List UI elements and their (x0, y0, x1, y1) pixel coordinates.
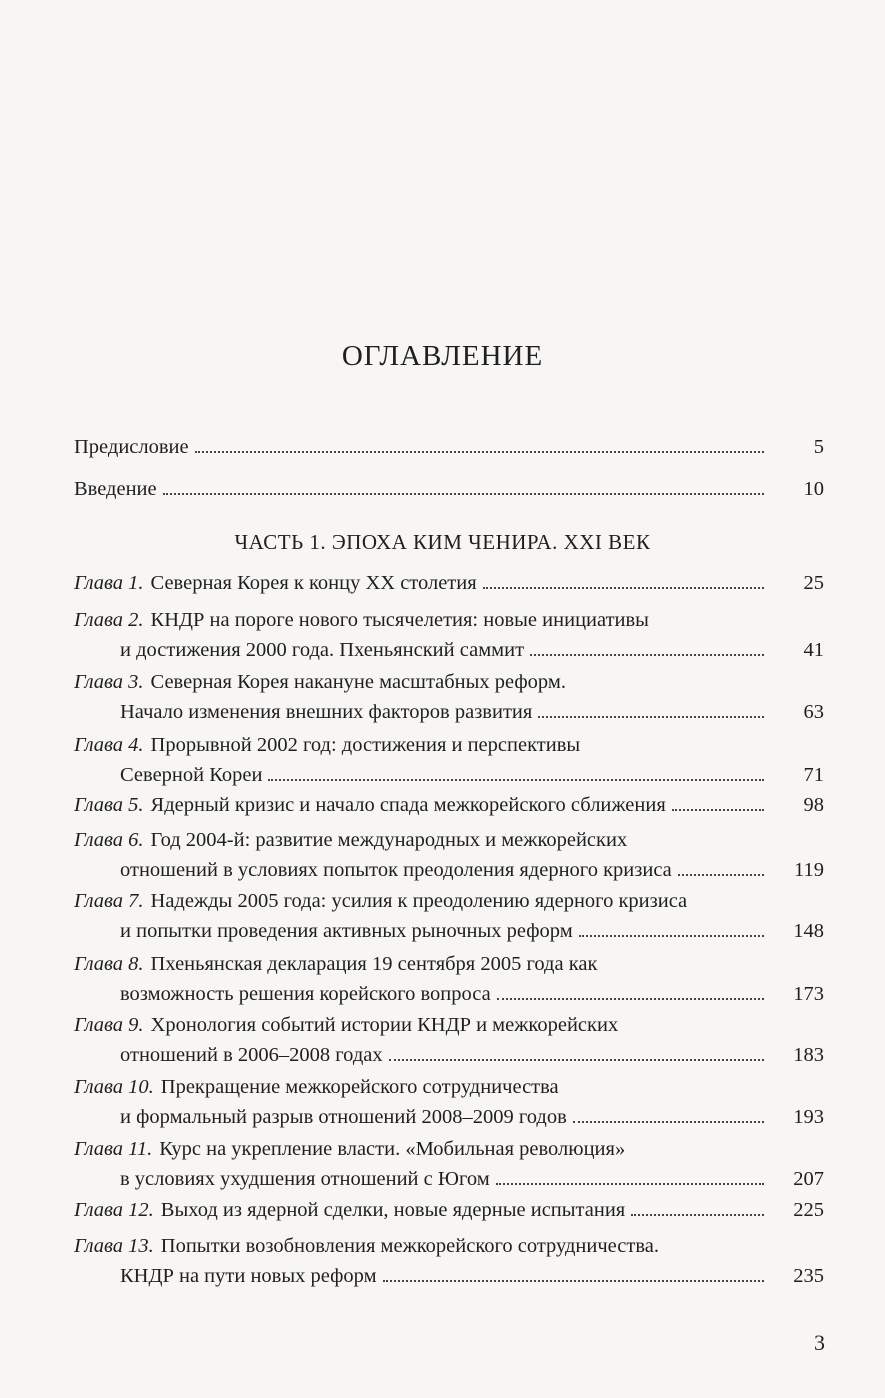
chapter-title: Год 2004-й: развитие международных и межкорейских (150, 829, 628, 851)
part-heading: ЧАСТЬ 1. ЭПОХА КИМ ЧЕНИРА. XXI ВЕК (234, 530, 651, 554)
chapter-label: Глава 11. (74, 1138, 153, 1160)
entry-title: Предисловие (74, 436, 189, 458)
page-number: 5 (813, 436, 824, 458)
page-number: 71 (803, 764, 824, 786)
dot-leader (530, 654, 764, 656)
page-number: 148 (793, 920, 824, 942)
toc-entry-preface (74, 432, 824, 462)
chapter-title: Прекращение межкорейского сотрудничества (160, 1076, 559, 1098)
dot-leader (579, 935, 764, 937)
toc-entry-chapter (74, 1195, 824, 1225)
chapter-title-continued: и попытки проведения активных рыночных реформ (120, 920, 573, 942)
page-number: 10 (803, 478, 824, 500)
chapter-title-continued: отношений в условиях попыток преодоления ядерного кризиса (120, 859, 672, 881)
dot-leader (538, 716, 764, 718)
chapter-title-continued: Начало изменения внешних факторов развития (120, 701, 533, 723)
dot-leader (389, 1059, 764, 1061)
dot-leader (672, 809, 764, 811)
chapter-label: Глава 12. (74, 1199, 154, 1221)
chapter-label: Глава 5. (74, 794, 144, 816)
dot-leader (383, 1280, 764, 1282)
toc-entry-chapter (74, 886, 824, 946)
chapter-label: Глава 13. (74, 1235, 154, 1257)
chapter-title: Хронология событий истории КНДР и межкорейских (150, 1014, 619, 1036)
dot-leader (496, 1183, 764, 1185)
chapter-title-continued: Северной Кореи (120, 764, 263, 786)
toc-entry-chapter (74, 1231, 824, 1291)
chapter-title: Попытки возобновления межкорейского сотрудничества. (160, 1235, 659, 1257)
page-number: 183 (793, 1044, 824, 1066)
toc-entry-introduction (74, 474, 824, 504)
chapter-title-continued: в условиях ухудшения отношений с Югом (120, 1168, 490, 1190)
page-number: 235 (793, 1265, 824, 1287)
page-number: 225 (793, 1199, 824, 1221)
toc-entry-chapter (74, 1072, 824, 1132)
toc-entry-chapter (74, 605, 824, 665)
toc-entry-chapter (74, 667, 824, 727)
page-number: 25 (803, 572, 824, 594)
page-number: 98 (803, 794, 824, 816)
chapter-title-continued: и достижения 2000 года. Пхеньянский саммит (120, 639, 525, 661)
chapter-label: Глава 7. (74, 890, 144, 912)
chapter-title: Надежды 2005 года: усилия к преодолению ядерного кризиса (150, 890, 688, 912)
chapter-title: Северная Корея к концу XX столетия (150, 572, 477, 594)
chapter-title: Ядерный кризис и начало спада межкорейского сближения (150, 794, 666, 816)
chapter-title-continued: возможность решения корейского вопроса (120, 983, 491, 1005)
chapter-title: Пхеньянская декларация 19 сентября 2005 года как (150, 953, 598, 975)
page-number: 207 (793, 1168, 824, 1190)
toc-entry-chapter (74, 1134, 824, 1194)
chapter-label: Глава 9. (74, 1014, 144, 1036)
chapter-label: Глава 6. (74, 829, 144, 851)
toc-entry-chapter (74, 949, 824, 1009)
chapter-title-continued: отношений в 2006–2008 годах (120, 1044, 383, 1066)
chapter-label: Глава 8. (74, 953, 144, 975)
toc-entry-chapter (74, 790, 824, 820)
dot-leader (573, 1121, 764, 1123)
chapter-label: Глава 2. (74, 609, 144, 631)
chapter-title-continued: и формальный разрыв отношений 2008–2009 годов (120, 1106, 567, 1128)
toc-entry-chapter (74, 730, 824, 790)
toc-entry-chapter (74, 568, 824, 598)
dot-leader (163, 493, 764, 495)
chapter-title: Выход из ядерной сделки, новые ядерные испытания (160, 1199, 626, 1221)
dot-leader (497, 998, 764, 1000)
chapter-label: Глава 1. (74, 572, 144, 594)
toc-entry-chapter (74, 825, 824, 885)
chapter-title-continued: КНДР на пути новых реформ (120, 1265, 377, 1287)
dot-leader (483, 587, 764, 589)
chapter-title: Прорывной 2002 год: достижения и перспективы (150, 734, 581, 756)
chapter-title: Курс на укрепление власти. «Мобильная революция» (159, 1138, 626, 1160)
page-folio: 3 (814, 1330, 825, 1355)
page-number: 119 (794, 859, 824, 881)
chapter-title: КНДР на пороге нового тысячелетия: новые инициативы (150, 609, 649, 631)
page-title: ОГЛАВЛЕНИЕ (341, 340, 544, 372)
page-number: 41 (803, 639, 824, 661)
chapter-label: Глава 10. (74, 1076, 154, 1098)
page-number: 173 (793, 983, 824, 1005)
chapter-label: Глава 4. (74, 734, 144, 756)
page-number: 193 (793, 1106, 824, 1128)
dot-leader (195, 451, 764, 453)
chapter-title: Северная Корея накануне масштабных реформ. (150, 671, 566, 693)
dot-leader (268, 779, 764, 781)
chapter-label: Глава 3. (74, 671, 144, 693)
page-number: 63 (803, 701, 824, 723)
dot-leader (678, 874, 764, 876)
dot-leader (631, 1214, 764, 1216)
entry-title: Введение (74, 478, 157, 500)
toc-entry-chapter (74, 1010, 824, 1070)
